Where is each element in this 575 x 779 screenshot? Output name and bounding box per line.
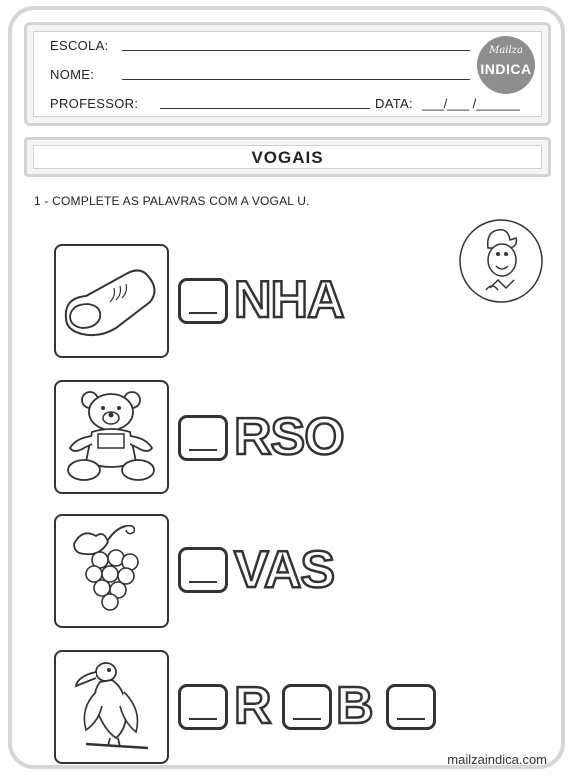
answer-blank-3[interactable]: [178, 547, 228, 593]
mascot-icon: [458, 218, 544, 304]
school-line: [122, 50, 470, 51]
word-part-3: VAS: [234, 541, 335, 599]
picture-box-vulture: [54, 650, 169, 764]
instruction-text: 1 - COMPLETE AS PALAVRAS COM A VOGAL U.: [34, 194, 310, 208]
name-line: [122, 79, 470, 80]
answer-blank-4a[interactable]: [178, 684, 228, 730]
word-part-4b: B: [336, 677, 373, 735]
name-label: NOME:: [50, 67, 95, 82]
word-part-1: NHA: [234, 271, 344, 329]
school-label: ESCOLA:: [50, 38, 109, 53]
teacher-line: [160, 108, 370, 109]
word-part-2: RSO: [234, 408, 344, 466]
teddy-bear-icon: [56, 382, 167, 492]
date-label: DATA:: [375, 96, 413, 111]
picture-box-grapes: [54, 514, 169, 628]
teacher-label: PROFESSOR:: [50, 96, 139, 111]
grapes-icon: [56, 516, 167, 626]
answer-blank-4c[interactable]: [386, 684, 436, 730]
answer-blank-4b[interactable]: [282, 684, 332, 730]
vulture-icon: [56, 652, 167, 762]
logo-line2: INDICA: [480, 61, 532, 77]
picture-box-teddy-bear: [54, 380, 169, 494]
word-part-4a: R: [234, 677, 271, 735]
answer-blank-2[interactable]: [178, 415, 228, 461]
fingernail-icon: [56, 246, 167, 356]
page-title: VOGAIS: [33, 145, 542, 169]
picture-box-fingernail: [54, 244, 169, 358]
footer-website: mailzaindica.com: [447, 752, 547, 767]
logo-line1: Mailza: [489, 45, 523, 56]
title-bar: [24, 137, 551, 177]
mailza-indica-logo: [477, 36, 535, 94]
answer-blank-1[interactable]: [178, 278, 228, 324]
date-blank: ___/___ /______: [422, 96, 520, 111]
